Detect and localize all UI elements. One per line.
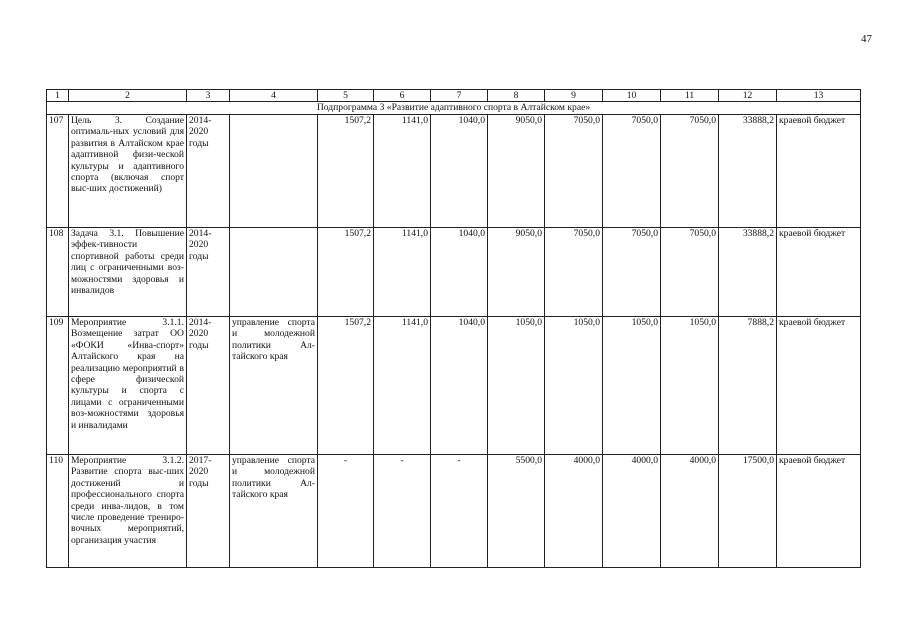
table-row <box>47 317 861 455</box>
table-row <box>47 115 861 228</box>
row-name: Цель 3. Создание оптималь-ных условий для развития в Алтайском крае адаптивной физи-ческой культуры и адаптивного спорта (включая спорт выс-ших достижений) <box>69 115 187 228</box>
column-number-row <box>47 90 861 102</box>
row-period: 2014-2020 годы <box>187 228 230 317</box>
budget-table <box>46 89 861 568</box>
row-value: 7050,0 <box>545 228 603 317</box>
row-executor <box>230 115 318 228</box>
row-value: - <box>374 455 431 568</box>
column-number: 5 <box>318 90 374 102</box>
column-number: 9 <box>545 90 603 102</box>
row-number: 107 <box>47 115 69 228</box>
row-number: 108 <box>47 228 69 317</box>
row-value: 4000,0 <box>661 455 719 568</box>
column-number: 11 <box>661 90 719 102</box>
row-value: 7050,0 <box>603 228 661 317</box>
row-value: - <box>431 455 488 568</box>
row-value: 33888,2 <box>719 228 777 317</box>
row-period: 2017-2020 годы <box>187 455 230 568</box>
column-number: 1 <box>47 90 69 102</box>
row-value: 4000,0 <box>545 455 603 568</box>
column-number: 10 <box>603 90 661 102</box>
subprogram-row <box>47 102 861 115</box>
table-row <box>47 228 861 317</box>
column-number: 2 <box>69 90 187 102</box>
column-number: 7 <box>431 90 488 102</box>
row-value: 7888,2 <box>719 317 777 455</box>
row-number: 109 <box>47 317 69 455</box>
row-name: Мероприятие 3.1.1. Возмещение затрат ОО «ФОКИ «Инва-спорт» Алтайского края на реализацию мероприятий в сфере физической культуры и спорта с лицами с ограниченными воз-можностями здоровья и инвалидами <box>69 317 187 455</box>
row-value: 9050,0 <box>488 115 545 228</box>
row-value: 1141,0 <box>374 317 431 455</box>
column-number: 12 <box>719 90 777 102</box>
row-period: 2014-2020 годы <box>187 317 230 455</box>
row-value: 1040,0 <box>431 317 488 455</box>
subprogram-title: Подпрограмма 3 «Развитие адаптивного спорта в Алтайском крае» <box>47 102 861 115</box>
row-value: - <box>318 455 374 568</box>
row-value: 1141,0 <box>374 115 431 228</box>
row-value: 7050,0 <box>661 115 719 228</box>
row-value: 7050,0 <box>545 115 603 228</box>
row-value: 9050,0 <box>488 228 545 317</box>
row-value: 1050,0 <box>488 317 545 455</box>
row-funding-source: краевой бюджет <box>777 317 861 455</box>
row-value: 7050,0 <box>603 115 661 228</box>
row-value: 7050,0 <box>661 228 719 317</box>
row-value: 17500,0 <box>719 455 777 568</box>
row-name: Мероприятие 3.1.2. Развитие спорта выс-ших достижений и профессионального спорта среди инва-лидов, в том числе проведение трениро-вочных мероприятий, организация участия <box>69 455 187 568</box>
row-funding-source: краевой бюджет <box>777 115 861 228</box>
row-executor <box>230 228 318 317</box>
row-value: 1507,2 <box>318 228 374 317</box>
row-value: 1050,0 <box>545 317 603 455</box>
row-value: 5500,0 <box>488 455 545 568</box>
row-number: 110 <box>47 455 69 568</box>
column-number: 4 <box>230 90 318 102</box>
column-number: 3 <box>187 90 230 102</box>
row-value: 4000,0 <box>603 455 661 568</box>
row-value: 1507,2 <box>318 317 374 455</box>
row-value: 1141,0 <box>374 228 431 317</box>
page-number: 47 <box>861 33 872 45</box>
row-value: 1050,0 <box>603 317 661 455</box>
row-period: 2014-2020 годы <box>187 115 230 228</box>
table-row <box>47 455 861 568</box>
row-value: 33888,2 <box>719 115 777 228</box>
row-value: 1040,0 <box>431 228 488 317</box>
row-name: Задача 3.1. Повышение эффек-тивности спортивной работы среди лиц с ограниченными воз-можностями здоровья и инвалидов <box>69 228 187 317</box>
row-funding-source: краевой бюджет <box>777 455 861 568</box>
column-number: 13 <box>777 90 861 102</box>
column-number: 8 <box>488 90 545 102</box>
row-executor: управление спорта и молодежной политики Ал-тайского края <box>230 317 318 455</box>
row-executor: управление спорта и молодежной политики Ал-тайского края <box>230 455 318 568</box>
row-funding-source: краевой бюджет <box>777 228 861 317</box>
row-value: 1050,0 <box>661 317 719 455</box>
row-value: 1040,0 <box>431 115 488 228</box>
row-value: 1507,2 <box>318 115 374 228</box>
column-number: 6 <box>374 90 431 102</box>
